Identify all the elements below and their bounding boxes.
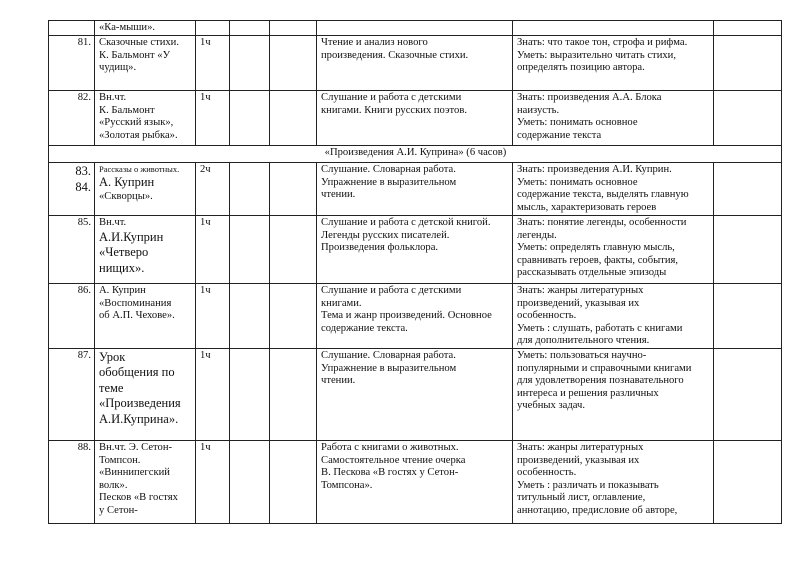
text-line: содержание текста, выделять главную [517, 189, 689, 201]
requirements-cell [513, 216, 714, 284]
text-line: для удовлетворения познавательного [517, 375, 684, 387]
text-line: 83. [75, 164, 91, 178]
text-line: произведения. Сказочные стихи. [321, 49, 469, 61]
text-line: нищих». [99, 260, 145, 275]
lesson-row [49, 216, 782, 284]
lesson-topic [95, 348, 196, 440]
empty-cell [270, 440, 317, 523]
text-line: Томпсон. [99, 454, 141, 466]
requirements-cell [513, 348, 714, 440]
lesson-hours: 1ч [196, 216, 230, 284]
text-line: Уметь: понимать основное [517, 176, 638, 188]
empty-cell [270, 21, 317, 36]
text-line: книгами. Книги русских поэтов. [321, 104, 467, 116]
lesson-topic [95, 284, 196, 349]
text-line: В. Пескова «В гостях у Сетон- [321, 467, 459, 479]
text-line: произведений, указывая их [517, 454, 640, 466]
text-line: Уметь : различать и показывать [517, 479, 659, 491]
lesson-row [49, 348, 782, 440]
lesson-number: 87. [49, 348, 95, 440]
text-line: Уметь : слушать, работать с книгами [517, 322, 683, 334]
lesson-number: 82. [49, 91, 95, 146]
text-line: К. Бальмонт «У [99, 49, 171, 61]
activity-cell [317, 21, 513, 36]
text-line: «Ка-мыши». [99, 22, 156, 33]
activity-cell [317, 91, 513, 146]
text-line: Слушание. Словарная работа. [321, 349, 456, 361]
text-line: Слушание. Словарная работа. [321, 164, 456, 175]
text-line: рассказывать отдельные эпизоды [517, 267, 667, 279]
text-line: легенды. [517, 229, 557, 241]
lesson-number [49, 163, 95, 216]
requirements-cell [513, 163, 714, 216]
activity-cell [317, 36, 513, 91]
empty-cell [270, 36, 317, 91]
text-line: «Золотая рыбка». [99, 129, 178, 141]
text-line: «Скворцы». [99, 190, 153, 202]
notes-cell [714, 348, 782, 440]
lesson-topic [95, 440, 196, 523]
lesson-hours: 1ч [196, 91, 230, 146]
activity-cell [317, 440, 513, 523]
text-line: Вн.чт. [99, 92, 127, 103]
text-line: Уметь: определять главную мысль, [517, 242, 675, 254]
text-line: Легенды русских писателей. [321, 229, 450, 241]
lesson-topic [95, 21, 196, 36]
requirements-cell [513, 21, 714, 36]
text-line: Уметь: пользоваться научно- [517, 349, 647, 361]
text-line: «Произведения [99, 396, 181, 411]
lesson-hours: 1ч [196, 440, 230, 523]
text-line: наизусть. [517, 104, 560, 116]
requirements-cell [513, 284, 714, 349]
section-title: «Произведения А.И. Куприна» (6 часов) [49, 146, 782, 163]
empty-cell [270, 216, 317, 284]
text-line: содержание текста [517, 129, 602, 141]
requirements-cell [513, 91, 714, 146]
lesson-topic [95, 216, 196, 284]
activity-cell [317, 216, 513, 284]
lesson-number: 86. [49, 284, 95, 349]
text-line: Самостоятельное чтение очерка [321, 454, 466, 466]
notes-cell [714, 36, 782, 91]
text-line: Слушание и работа с детскими [321, 92, 462, 103]
text-line: книгами. [321, 297, 362, 309]
text-line: А. Куприн [99, 175, 155, 189]
notes-cell [714, 163, 782, 216]
text-line: «Четверо [99, 245, 149, 260]
text-line: Тема и жанр произведений. Основное [321, 310, 492, 322]
text-line: «Воспоминания [99, 297, 172, 309]
text-line: аннотацию, предисловие об авторе, [517, 504, 678, 516]
activity-cell [317, 163, 513, 216]
text-line: Песков «В гостях [99, 492, 178, 504]
text-line: Знать: что такое тон, строфа и рифма. [517, 37, 688, 48]
text-line: интереса и решения различных [517, 387, 659, 399]
text-line: Упражнение в выразительном [321, 362, 457, 374]
text-line: К. Бальмонт [99, 104, 155, 116]
date-plan-cell [230, 216, 270, 284]
lesson-plan-table [48, 20, 782, 524]
text-line: Упражнение в выразительном [321, 176, 457, 188]
text-line: особенность. [517, 467, 577, 479]
text-line: Знать: произведения А.И. Куприн. [517, 164, 672, 175]
lesson-row [49, 91, 782, 146]
text-line: определять позицию автора. [517, 62, 645, 74]
lesson-number: 81. [49, 36, 95, 91]
text-line: произведений, указывая их [517, 297, 640, 309]
lesson-number: 85. [49, 216, 95, 284]
date-plan-cell [230, 284, 270, 349]
date-plan-cell [230, 36, 270, 91]
text-line: Вн.чт. Э. Сетон- [99, 441, 173, 453]
empty-cell [270, 284, 317, 349]
text-line: «Русский язык», [99, 117, 174, 129]
text-line: обобщения по [99, 365, 175, 380]
date-plan-cell [230, 348, 270, 440]
text-line: Слушание и работа с детской книгой. [321, 217, 491, 228]
text-line: Вн.чт. [99, 217, 127, 228]
text-line: Чтение и анализ нового [321, 37, 428, 48]
date-plan-cell [230, 91, 270, 146]
lesson-row [49, 284, 782, 349]
text-line: содержание текста. [321, 322, 408, 334]
section-header-row [49, 146, 782, 163]
lesson-hours: 2ч [196, 163, 230, 216]
activity-cell [317, 348, 513, 440]
lesson-number: 88. [49, 440, 95, 523]
text-line: мысль, характеризовать героев [517, 201, 657, 213]
text-line: популярными и справочными книгами [517, 362, 692, 374]
lesson-number [49, 21, 95, 36]
lesson-topic [95, 91, 196, 146]
lesson-row [49, 440, 782, 523]
text-line: Сказочные стихи. [99, 37, 179, 48]
text-line: Произведения фольклора. [321, 242, 439, 254]
lesson-hours [196, 21, 230, 36]
text-line: чтении. [321, 189, 356, 201]
requirements-cell [513, 440, 714, 523]
text-line: об А.П. Чехове». [99, 310, 175, 322]
lesson-topic [95, 36, 196, 91]
notes-cell [714, 440, 782, 523]
text-line: А. Куприн [99, 285, 146, 296]
empty-cell [270, 348, 317, 440]
lesson-row [49, 36, 782, 91]
lesson-hours: 1ч [196, 36, 230, 91]
requirements-cell [513, 36, 714, 91]
lesson-hours: 1ч [196, 284, 230, 349]
text-line: Томпсона». [321, 479, 373, 491]
text-line: Знать: жанры литературных [517, 285, 644, 296]
text-line: А.И.Куприна». [99, 411, 179, 426]
empty-cell [270, 163, 317, 216]
text-line: учебных задач. [517, 400, 585, 412]
text-line: Знать: понятие легенды, особенности [517, 217, 687, 228]
notes-cell [714, 216, 782, 284]
topic-subtitle: Рассказы о животных. [99, 164, 180, 174]
lesson-row [49, 163, 782, 216]
text-line: сравнивать героев, факты, события, [517, 254, 679, 266]
text-line: Уметь: понимать основное [517, 117, 638, 129]
text-line: титульный лист, оглавление, [517, 492, 646, 504]
text-line: для дополнительного чтения. [517, 335, 650, 347]
text-line: особенность. [517, 310, 577, 322]
text-line: Урок [99, 349, 126, 364]
text-line: Уметь: выразительно читать стихи, [517, 49, 676, 61]
date-plan-cell [230, 440, 270, 523]
text-line: волк». [99, 479, 128, 491]
notes-cell [714, 21, 782, 36]
notes-cell [714, 91, 782, 146]
text-line: Знать: произведения А.А. Блока [517, 92, 662, 103]
date-plan-cell [230, 163, 270, 216]
empty-cell [270, 91, 317, 146]
date-plan-cell [230, 21, 270, 36]
notes-cell [714, 284, 782, 349]
lesson-hours: 1ч [196, 348, 230, 440]
text-line: Слушание и работа с детскими [321, 285, 462, 296]
text-line: теме [99, 380, 124, 395]
text-line: чудищ». [99, 62, 137, 74]
lesson-row [49, 21, 782, 36]
activity-cell [317, 284, 513, 349]
text-line: Знать: жанры литературных [517, 441, 644, 453]
text-line: 84. [75, 179, 91, 194]
text-line: чтении. [321, 375, 356, 387]
text-line: «Виннипегский [99, 467, 170, 479]
text-line: у Сетон- [99, 504, 138, 516]
text-line: А.И.Куприн [99, 229, 164, 244]
lesson-topic [95, 163, 196, 216]
text-line: Работа с книгами о животных. [321, 441, 459, 453]
